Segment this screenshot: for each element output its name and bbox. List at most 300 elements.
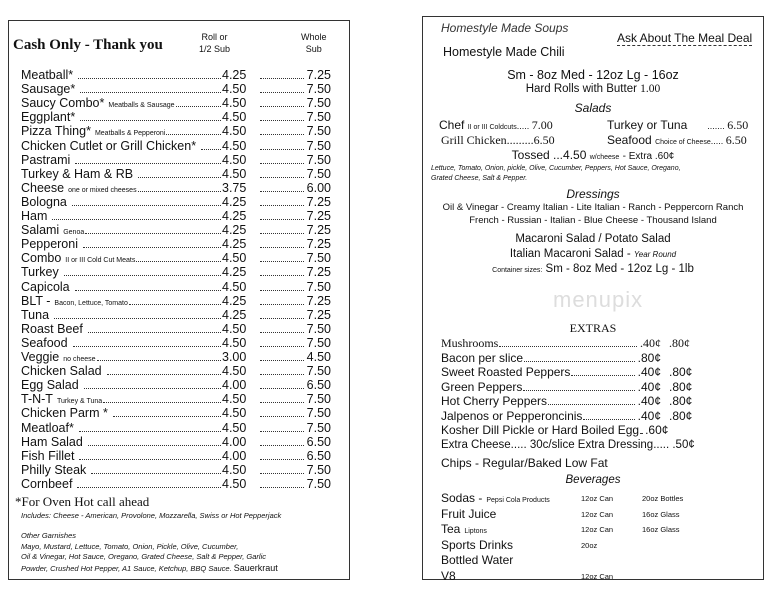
whole-sub-price: 7.25 bbox=[306, 223, 331, 238]
dot-leader bbox=[260, 332, 304, 333]
dot-leader bbox=[201, 149, 221, 150]
dressings-title: Dressings bbox=[566, 187, 620, 201]
item-name: Veggie bbox=[21, 350, 60, 364]
salad-price: 7.00 bbox=[531, 118, 553, 132]
extra-price-large: .80¢ bbox=[669, 365, 693, 379]
item-name: Turkey bbox=[21, 265, 59, 280]
whole-sub-price: 7.50 bbox=[306, 110, 331, 125]
beverage-note: Liptons bbox=[464, 528, 487, 535]
half-sub-price: 4.25 bbox=[222, 209, 247, 223]
dot-leader bbox=[260, 318, 304, 319]
item-name: Combo bbox=[21, 251, 62, 266]
menu-item-row bbox=[21, 96, 331, 110]
menu-item-row bbox=[21, 435, 331, 449]
watermark: menupix bbox=[553, 287, 644, 312]
menu-item-row bbox=[21, 392, 331, 406]
half-sub-price: 4.25 bbox=[222, 68, 247, 82]
dot-leader bbox=[260, 219, 304, 220]
dot-leader bbox=[54, 318, 221, 319]
dot-leader bbox=[260, 346, 304, 347]
dot-leader bbox=[640, 433, 642, 434]
whole-sub-price: 7.25 bbox=[306, 307, 331, 322]
item-note: II or III Cold Cut Meats bbox=[65, 257, 136, 265]
dot-leader bbox=[260, 487, 304, 488]
item-note: no cheese bbox=[63, 356, 96, 363]
menu-item-row bbox=[21, 68, 331, 82]
salad-note: Choice of Cheese bbox=[655, 139, 711, 146]
half-sub-price: 4.50 bbox=[222, 96, 247, 111]
half-sub-header bbox=[199, 31, 230, 55]
menu-item-row bbox=[21, 280, 331, 294]
item-name: Pizza Thing* bbox=[21, 124, 91, 139]
dot-leader bbox=[548, 404, 635, 405]
item-name: Turkey & Ham & RB bbox=[21, 166, 134, 181]
beverage-row bbox=[441, 507, 761, 522]
item-note: Turkey & Tuna bbox=[56, 398, 103, 406]
dot-leader bbox=[88, 332, 221, 333]
dot-leader bbox=[129, 304, 221, 305]
macaroni-salad: Macaroni Salad / Potato Salad bbox=[515, 233, 671, 245]
beverage-name: Fruit Juice bbox=[441, 506, 497, 521]
whole-sub-price: 6.00 bbox=[306, 180, 331, 195]
whole-sub-price: 7.50 bbox=[306, 406, 331, 421]
extra-item-row bbox=[441, 351, 691, 365]
beverage-size: 12oz Can bbox=[581, 494, 614, 503]
extra-cheese-dressing: Extra Cheese..... 30c/slice Extra Dressing..... .50¢ bbox=[441, 439, 695, 451]
dot-leader bbox=[523, 390, 634, 391]
soup-sizes: Sm - 8oz Med - 12oz Lg - 16oz bbox=[507, 68, 679, 82]
item-name: Chicken Salad bbox=[21, 364, 102, 379]
desc-line: Grated Cheese, Salt & Pepper. bbox=[431, 175, 528, 182]
whole-sub-price: 7.25 bbox=[306, 265, 331, 280]
whole-sub-price: 7.50 bbox=[306, 476, 331, 491]
whole-sub-price: 7.50 bbox=[306, 462, 331, 477]
half-sub-price: 4.50 bbox=[222, 124, 247, 139]
dot-leader bbox=[80, 120, 221, 121]
item-name: Pepperoni bbox=[21, 237, 78, 252]
menu-item-row bbox=[21, 406, 331, 420]
dot-leader bbox=[113, 416, 221, 417]
hard-rolls-price: 1.00 bbox=[640, 83, 661, 95]
dot-leader bbox=[64, 275, 221, 276]
dressings-line: Oil & Vinegar - Creamy Italian - Lite Italian - Ranch - Peppercorn Ranch bbox=[442, 202, 744, 213]
whole-sub-price: 7.25 bbox=[306, 194, 331, 209]
item-name: Meatloaf* bbox=[21, 420, 74, 435]
sandwich-menu-panel bbox=[8, 20, 350, 580]
hard-rolls-label: Hard Rolls with Butter bbox=[525, 83, 637, 95]
menu-item-row bbox=[21, 308, 331, 322]
extra-price: .40¢ bbox=[637, 365, 661, 379]
dot-leader bbox=[107, 374, 221, 375]
beverage-row bbox=[441, 553, 761, 568]
whole-sub-price: 7.50 bbox=[306, 251, 331, 266]
salad-name: Grill Chicken bbox=[441, 133, 507, 147]
container-sizes bbox=[423, 263, 763, 275]
extra-price: .40¢ bbox=[640, 336, 661, 350]
dot-leader bbox=[260, 275, 304, 276]
beverage-name: Sports Drinks bbox=[441, 537, 514, 552]
dot-leader bbox=[260, 304, 304, 305]
dot-leader bbox=[91, 473, 221, 474]
menu-item-row bbox=[21, 209, 331, 223]
whole-sub-price: 6.50 bbox=[306, 434, 331, 449]
salad-price: 6.50 bbox=[725, 133, 747, 147]
dot-leader bbox=[260, 233, 304, 234]
item-name: Chicken Parm * bbox=[21, 406, 108, 421]
dot-leader bbox=[75, 163, 221, 164]
dot-leader bbox=[260, 402, 304, 403]
extra-price: .40¢ bbox=[637, 379, 661, 394]
dot-leader bbox=[260, 92, 304, 93]
beverage-size-large: 16oz Glass bbox=[642, 509, 680, 519]
dot-leader bbox=[73, 346, 221, 347]
item-name: BLT - bbox=[21, 293, 51, 308]
salad-grill-chicken: Grill Chicken.........6.50 bbox=[441, 133, 555, 147]
tossed-salad bbox=[423, 148, 763, 162]
extra-name: Sweet Roasted Peppers bbox=[441, 365, 571, 379]
extra-price: .40¢ bbox=[637, 394, 661, 408]
whole-sub-price: 7.50 bbox=[306, 392, 331, 407]
italian-mac-label: Italian Macaroni Salad - bbox=[509, 248, 631, 260]
half-sub-price: 4.00 bbox=[222, 378, 247, 393]
whole-sub-price: 7.25 bbox=[306, 237, 331, 252]
whole-sub-price: 7.50 bbox=[306, 364, 331, 379]
beverages-title: Beverages bbox=[565, 474, 621, 486]
menu-item-row bbox=[21, 153, 331, 167]
item-name: Cheese bbox=[21, 180, 65, 195]
tossed-label: Tossed ...4.50 bbox=[511, 148, 587, 162]
extra-price: .40¢ bbox=[637, 408, 661, 423]
dot-leader bbox=[103, 402, 221, 403]
includes-note: Includes: Cheese - American, Provolone, Mozzarella, Swiss or Hot Pepperjack bbox=[21, 511, 282, 520]
dot-leader bbox=[260, 134, 304, 135]
half-sub-price: 4.50 bbox=[222, 321, 247, 336]
item-name: Pastrami bbox=[21, 152, 71, 167]
dot-leader bbox=[260, 78, 304, 79]
half-sub-price: 4.50 bbox=[222, 420, 247, 435]
dot-leader bbox=[260, 431, 304, 432]
oven-note: *For Oven Hot call ahead bbox=[15, 494, 150, 509]
dot-leader bbox=[583, 419, 634, 420]
dot-leader bbox=[79, 431, 221, 432]
salad-chef: Chef II or III Coldcuts..... 7.00 bbox=[439, 118, 553, 132]
salad-name: Chef bbox=[439, 118, 465, 132]
item-name: Ham Salad bbox=[21, 434, 83, 449]
half-sub-price: 3.75 bbox=[222, 180, 247, 195]
dot-leader bbox=[260, 360, 304, 361]
dot-leader bbox=[524, 361, 635, 362]
item-name: Chicken Cutlet or Grill Chicken* bbox=[21, 138, 197, 153]
whole-sub-price: 7.50 bbox=[306, 152, 331, 167]
item-note: Meatballs & Sausage bbox=[108, 102, 175, 110]
chili-title: Homestyle Made Chili bbox=[443, 45, 565, 59]
beverage-row bbox=[441, 538, 761, 553]
dot-leader bbox=[499, 346, 637, 347]
meal-deal-note: Ask About The Meal Deal bbox=[617, 31, 753, 45]
soups-title: Homestyle Made Soups bbox=[441, 21, 569, 35]
item-note: Genoa bbox=[63, 229, 85, 237]
menu-item-row bbox=[21, 463, 331, 477]
dot-leader bbox=[72, 205, 221, 206]
half-sub-price: 4.25 bbox=[222, 307, 247, 322]
dot-leader bbox=[83, 247, 221, 248]
beverage-size-large: 16oz Glass bbox=[642, 525, 680, 534]
beverage-name: Sodas - bbox=[441, 491, 483, 505]
beverage-row bbox=[441, 491, 761, 506]
half-sub-price: 4.50 bbox=[222, 138, 247, 153]
half-sub-price: 4.50 bbox=[222, 82, 247, 97]
dot-leader bbox=[260, 106, 304, 107]
beverage-size-large: 20oz Bottles bbox=[642, 494, 684, 503]
extra-price-large: .80¢ bbox=[669, 379, 693, 394]
extra-price: .60¢ bbox=[645, 423, 669, 437]
menu-item-row bbox=[21, 223, 331, 237]
half-sub-price: 4.25 bbox=[222, 293, 247, 308]
whole-sub-header bbox=[301, 31, 327, 55]
extra-price: .80¢ bbox=[637, 350, 661, 365]
cash-only-title: Cash Only - Thank you bbox=[13, 37, 163, 53]
beverage-row bbox=[441, 569, 761, 584]
salad-note: II or III Coldcuts bbox=[467, 124, 517, 131]
half-sub-price: 4.50 bbox=[222, 166, 247, 181]
beverage-name: Bottled Water bbox=[441, 553, 514, 567]
item-name: T-N-T bbox=[21, 392, 53, 407]
dot-leader bbox=[75, 290, 221, 291]
half-sub-price: 4.50 bbox=[222, 476, 247, 491]
container-label: Container sizes: bbox=[492, 267, 543, 274]
hard-rolls bbox=[423, 83, 763, 95]
menu-item-row bbox=[21, 251, 331, 265]
extra-item-row bbox=[441, 409, 691, 423]
extra-price-large: .80¢ bbox=[669, 408, 693, 423]
whole-sub-price: 7.50 bbox=[306, 82, 331, 97]
extra-name: Mushrooms bbox=[441, 336, 499, 350]
dot-leader bbox=[138, 191, 221, 192]
half-sub-price: 4.50 bbox=[222, 335, 247, 350]
item-name: Seafood bbox=[21, 335, 68, 350]
beverage-size: 12oz Can bbox=[581, 509, 614, 519]
extra-price-large: .80¢ bbox=[669, 394, 693, 408]
whole-sub-price: 7.50 bbox=[306, 279, 331, 294]
extra-price-large: .80¢ bbox=[669, 336, 690, 350]
half-sub-price: 4.50 bbox=[222, 152, 247, 167]
whole-sub-price: 6.50 bbox=[306, 378, 331, 393]
menu-item-row bbox=[21, 322, 331, 336]
item-name: Eggplant* bbox=[21, 110, 76, 125]
half-sub-price: 4.50 bbox=[222, 110, 247, 125]
whole-sub-price: 7.50 bbox=[306, 166, 331, 181]
item-name: Capicola bbox=[21, 279, 70, 294]
garnish-title: Other Garnishes bbox=[21, 531, 77, 540]
whole-sub-price: 7.25 bbox=[306, 68, 331, 82]
dot-leader bbox=[85, 233, 221, 234]
dot-leader bbox=[260, 120, 304, 121]
half-sub-price: 4.00 bbox=[222, 448, 247, 463]
dot-leader bbox=[260, 247, 304, 248]
item-name: Roast Beef bbox=[21, 321, 83, 336]
extra-name: Jalpenos or Pepperoncinis bbox=[441, 408, 583, 423]
item-name: Meatball* bbox=[21, 68, 74, 82]
menu-item-row bbox=[21, 110, 331, 124]
header-line: Whole bbox=[301, 32, 327, 42]
tossed-description bbox=[431, 164, 681, 184]
salad-turkey-tuna: Turkey or Tuna ....... 6.50 bbox=[607, 118, 749, 132]
half-sub-price: 4.50 bbox=[222, 406, 247, 421]
extra-item-row bbox=[441, 394, 691, 408]
item-note: one or mixed cheeses bbox=[68, 186, 137, 194]
dot-leader bbox=[176, 106, 221, 107]
chips: Chips - Regular/Baked Low Fat bbox=[441, 456, 608, 470]
garnish-sauerkraut: Sauerkraut bbox=[233, 562, 278, 573]
menu-item-row bbox=[21, 139, 331, 153]
menu-item-row bbox=[21, 181, 331, 195]
dot-leader bbox=[260, 416, 304, 417]
italian-mac-note: Year Round bbox=[633, 250, 677, 259]
header-line: Sub bbox=[305, 44, 322, 54]
dot-leader bbox=[260, 191, 304, 192]
desc-line: Lettuce, Tomato, Onion, pickle, Olive, Cucumber, Peppers, Hot Sauce, Oregano, bbox=[431, 165, 681, 172]
salads-title: Salads bbox=[574, 101, 612, 115]
whole-sub-price: 7.50 bbox=[306, 96, 331, 111]
half-sub-price: 4.25 bbox=[222, 237, 247, 252]
item-name: Sausage* bbox=[21, 82, 76, 97]
dot-leader bbox=[97, 360, 221, 361]
menu-item-row bbox=[21, 124, 331, 138]
dot-leader bbox=[260, 445, 304, 446]
container-sizes-value: Sm - 8oz Med - 12oz Lg - 1lb bbox=[545, 263, 694, 275]
extra-item-row bbox=[441, 365, 691, 379]
dressings-line: French - Russian - Italian - Blue Cheese - Thousand Island bbox=[469, 215, 717, 226]
extra-item-row bbox=[441, 423, 691, 437]
menu-item-row bbox=[21, 294, 331, 308]
item-name: Egg Salad bbox=[21, 378, 79, 393]
whole-sub-price: 7.25 bbox=[306, 209, 331, 223]
garnish-line: Powder, Crushed Hot Pepper, A1 Sauce, Ketchup, BBQ Sauce. bbox=[21, 563, 232, 573]
whole-sub-price: 7.50 bbox=[306, 321, 331, 336]
dot-leader bbox=[571, 375, 634, 376]
item-name: Tuna bbox=[21, 307, 50, 322]
dot-leader bbox=[79, 459, 221, 460]
menu-item-row bbox=[21, 167, 331, 181]
half-sub-price: 4.25 bbox=[222, 223, 247, 238]
item-name: Fish Fillet bbox=[21, 448, 75, 463]
salad-name: Seafood bbox=[607, 133, 652, 147]
menu-item-row bbox=[21, 237, 331, 251]
half-sub-price: 4.50 bbox=[222, 364, 247, 379]
dot-leader bbox=[260, 459, 304, 460]
menu-item-row bbox=[21, 421, 331, 435]
item-name: Ham bbox=[21, 209, 48, 223]
beverage-size: 20oz bbox=[581, 540, 598, 550]
extra-item-row bbox=[441, 336, 691, 350]
whole-sub-price: 7.25 bbox=[306, 293, 331, 308]
menu-item-row bbox=[21, 378, 331, 392]
item-note: Bacon, Lettuce, Tomato bbox=[54, 299, 128, 307]
salad-name: Turkey or Tuna bbox=[607, 118, 688, 132]
half-sub-price: 4.50 bbox=[222, 251, 247, 266]
half-sub-price: 4.25 bbox=[222, 194, 247, 209]
header-line: Roll or bbox=[201, 32, 228, 42]
whole-sub-price: 6.50 bbox=[306, 448, 331, 463]
beverage-name: Tea bbox=[441, 522, 461, 536]
dot-leader bbox=[166, 134, 221, 135]
half-sub-price: 4.25 bbox=[222, 265, 247, 280]
item-name: Salami bbox=[21, 223, 60, 238]
dot-leader bbox=[260, 374, 304, 375]
header-line: 1/2 Sub bbox=[199, 44, 231, 54]
item-note: Meatballs & Pepperoni bbox=[94, 130, 166, 138]
garnish-line: Mayo, Mustard, Lettuce, Tomato, Onion, Pickle, Olive, Cucumber, bbox=[21, 541, 239, 551]
dot-leader bbox=[88, 445, 221, 446]
menu-item-row bbox=[21, 336, 331, 350]
half-sub-price: 4.50 bbox=[222, 462, 247, 477]
dot-leader bbox=[260, 149, 304, 150]
half-sub-price: 4.50 bbox=[222, 392, 247, 407]
garnishes bbox=[21, 531, 278, 574]
extra-name: Hot Cherry Peppers bbox=[441, 394, 548, 408]
beverage-size: 12oz Can bbox=[581, 525, 614, 534]
item-name: Bologna bbox=[21, 194, 67, 209]
dot-leader bbox=[260, 388, 304, 389]
salad-seafood: Seafood Choice of Cheese..... 6.50 bbox=[607, 133, 747, 147]
dot-leader bbox=[260, 261, 304, 262]
half-sub-price: 4.50 bbox=[222, 279, 247, 294]
extras-title: EXTRAS bbox=[569, 321, 617, 335]
dot-leader bbox=[84, 388, 221, 389]
extra-item-row bbox=[441, 380, 691, 394]
whole-sub-price: 7.50 bbox=[306, 124, 331, 139]
dot-leader bbox=[80, 92, 221, 93]
item-name: Philly Steak bbox=[21, 462, 87, 477]
extra-name: Kosher Dill Pickle or Hard Boiled Egg bbox=[441, 423, 640, 437]
whole-sub-price: 7.50 bbox=[306, 335, 331, 350]
extra-name: Bacon per slice bbox=[441, 350, 524, 365]
beverage-size: 12oz Can bbox=[581, 571, 614, 581]
menu-item-row bbox=[21, 82, 331, 96]
menu-item-row bbox=[21, 350, 331, 364]
whole-sub-price: 7.50 bbox=[306, 138, 331, 153]
sides-menu-panel bbox=[422, 16, 764, 583]
menu-item-row bbox=[21, 195, 331, 209]
garnish-line: Oil & Vinegar, Hot Sauce, Oregano, Grated Cheese, Salt & Pepper, Garlic bbox=[21, 552, 266, 561]
dot-leader bbox=[52, 219, 221, 220]
dot-leader bbox=[77, 487, 221, 488]
dot-leader bbox=[260, 205, 304, 206]
tossed-note: w/cheese bbox=[589, 154, 620, 161]
half-sub-price: 3.00 bbox=[222, 350, 247, 364]
dot-leader bbox=[136, 261, 221, 262]
tossed-extra: - Extra .60¢ bbox=[622, 151, 675, 162]
whole-sub-price: 7.50 bbox=[306, 420, 331, 435]
whole-sub-price: 4.50 bbox=[306, 350, 331, 364]
half-sub-price: 4.00 bbox=[222, 434, 247, 449]
item-name: Saucy Combo* bbox=[21, 96, 105, 111]
salad-price: 6.50 bbox=[533, 133, 555, 147]
dot-leader bbox=[78, 78, 221, 79]
menu-item-row bbox=[21, 477, 331, 491]
beverage-row bbox=[441, 522, 761, 537]
menu-item-row bbox=[21, 364, 331, 378]
dot-leader bbox=[260, 177, 304, 178]
menu-item-row bbox=[21, 449, 331, 463]
dot-leader bbox=[260, 163, 304, 164]
italian-macaroni bbox=[423, 248, 763, 260]
beverage-name: V8 bbox=[441, 568, 456, 583]
item-name: Cornbeef bbox=[21, 476, 73, 491]
dot-leader bbox=[260, 290, 304, 291]
dot-leader bbox=[138, 177, 221, 178]
salad-price: 6.50 bbox=[727, 118, 749, 132]
